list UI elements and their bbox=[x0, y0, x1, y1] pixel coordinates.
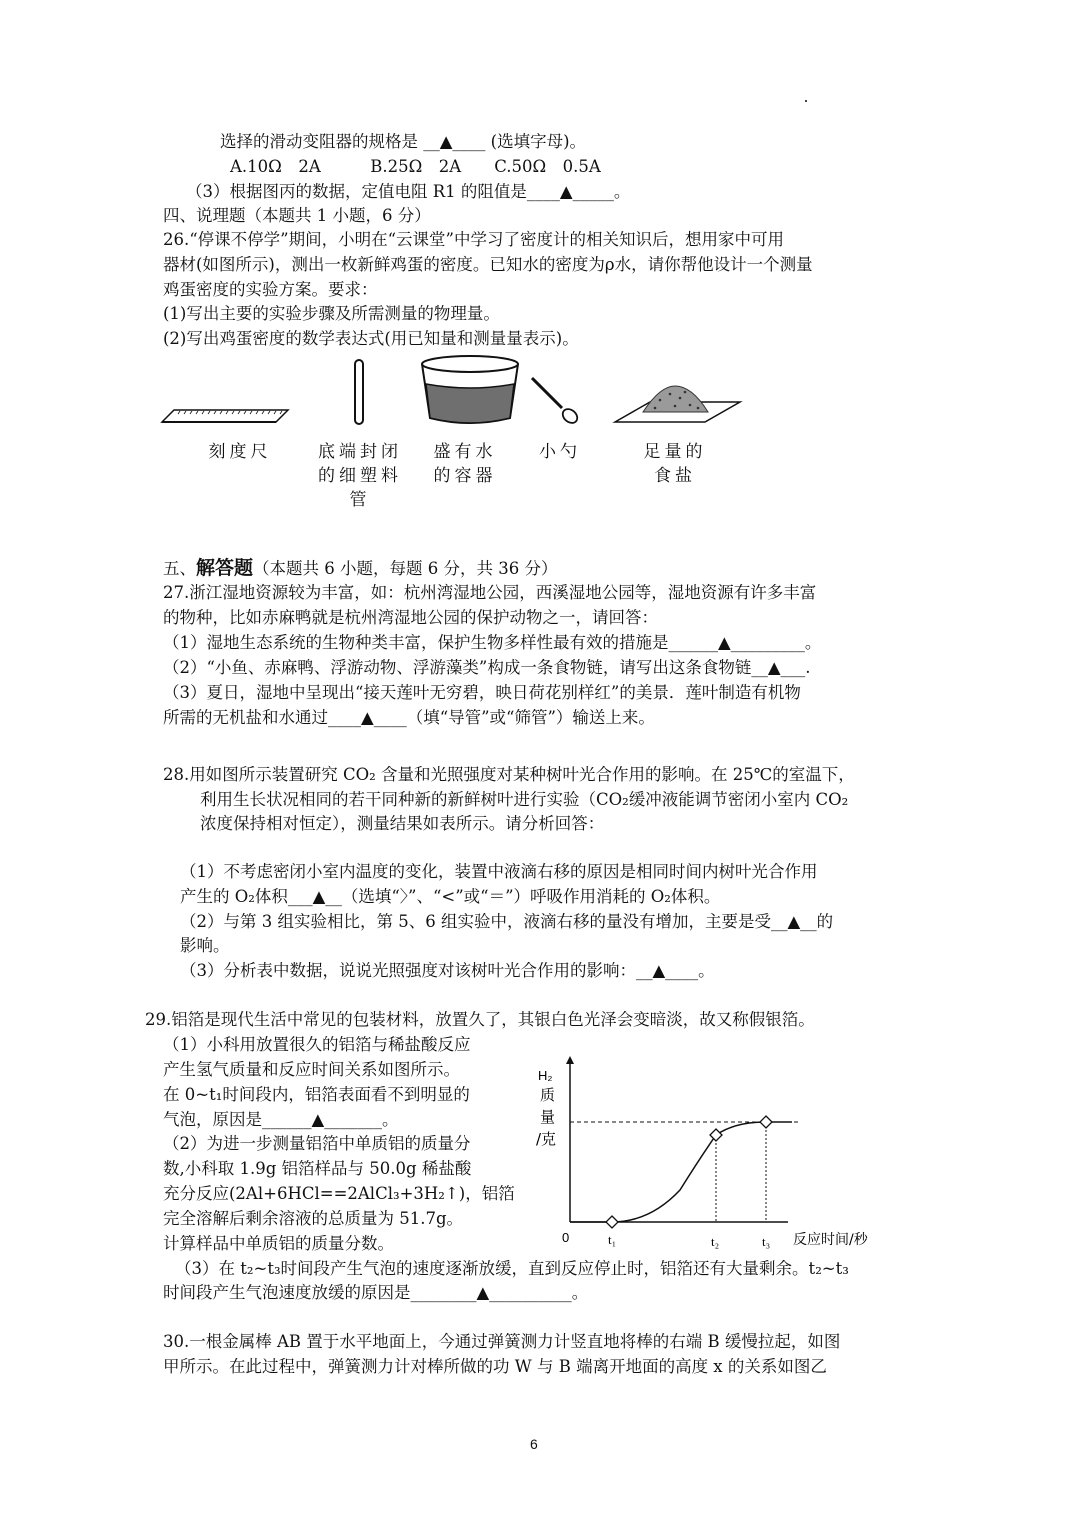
y-label-h2: H₂ bbox=[538, 1068, 553, 1083]
tick-t3: t₃ bbox=[762, 1234, 771, 1249]
t2-marker bbox=[710, 1129, 722, 1141]
q29-h2-graph bbox=[530, 1050, 890, 1250]
q27-line: 27.浙江湿地资源较为丰富，如：杭州湾湿地公园，西溪湿地公园等，湿地资源有许多丰富 bbox=[163, 583, 817, 602]
q28-line: 浓度保持相对恒定），测量结果如表所示。请分析回答： bbox=[200, 814, 605, 833]
container-icon bbox=[422, 356, 518, 423]
q28-line: 利用生长状况相同的若干同种新的新鲜树叶进行实验（CO₂缓冲液能调节密闭小室内 CO₂ bbox=[200, 790, 849, 809]
q25-line1: 选择的滑动变阻器的规格是 __▲____ (选填字母)。 bbox=[220, 132, 587, 151]
q26-line: (2)写出鸡蛋密度的数学表达式(用已知量和测量量表示)。 bbox=[163, 329, 579, 348]
ruler-label: 刻度尺 bbox=[208, 442, 272, 462]
q29-left-line: 数,小科取 1.9g 铝箔样品与 50.0g 稀盐酸 bbox=[163, 1159, 472, 1178]
q29-left-line: 计算样品中单质铝的质量分数。 bbox=[163, 1234, 394, 1253]
q28-line: （1）不考虑密闭小室内温度的变化，装置中液滴右移的原因是相同时间内树叶光合作用 bbox=[180, 862, 818, 881]
q28-line: 28.用如图所示装置研究 CO₂ 含量和光照强度对某种树叶光合作用的影响。在 25℃的室温下， bbox=[163, 765, 855, 784]
q26-line: 器材(如图所示)，测出一枚新鲜鸡蛋的密度。已知水的密度为ρ水，请你帮他设计一个测量 bbox=[163, 255, 813, 274]
tick-t2: t₂ bbox=[711, 1234, 720, 1249]
q29-left-line: （2）为进一步测量铝箔中单质铝的质量分 bbox=[163, 1134, 471, 1153]
q27-line: 所需的无机盐和水通过____▲____（填“导管”或“筛管”）输送上来。 bbox=[163, 708, 655, 727]
q28-line: （2）与第 3 组实验相比，第 5、6 组实验中，液滴右移的量没有增加，主要是受__▲__的 bbox=[180, 912, 834, 931]
section4-heading: 四、说理题（本题共 1 小题，6 分） bbox=[163, 206, 431, 225]
spoon-icon bbox=[532, 378, 580, 426]
x-label: 反应时间/秒 bbox=[793, 1232, 868, 1248]
q29-left-line: 气泡，原因是______▲_______。 bbox=[163, 1110, 399, 1129]
page-number: 6 bbox=[530, 1436, 538, 1452]
q29-left-line: 充分反应(2Al+6HCl==2AlCl₃+3H₂↑)，铝箔 bbox=[163, 1184, 515, 1203]
q26-line: (1)写出主要的实验步骤及所需测量的物理量。 bbox=[163, 304, 500, 323]
q27-line: 的物种，比如赤麻鸭就是杭州湾湿地公园的保护动物之一，请回答： bbox=[163, 608, 658, 627]
container-label: 盛有水 的容器 bbox=[433, 442, 497, 486]
q29-left-line: （1）小科用放置很久的铝箔与稀盐酸反应 bbox=[163, 1035, 471, 1054]
stray-dot bbox=[805, 100, 807, 102]
q29-part3-line1: （3）在 t₂~t₃时间段产生气泡的速度逐渐放缓，直到反应停止时，铝箔还有大量剩余。t₂~t₃ bbox=[175, 1259, 849, 1278]
q30-line: 30.一根金属棒 AB 置于水平地面上，今通过弹簧测力计竖直地将棒的右端 B 缓慢拉起，如图 bbox=[163, 1332, 841, 1351]
q26-line: 26.“停课不停学”期间，小明在“云课堂”中学习了密度计的相关知识后，想用家中可用 bbox=[163, 230, 784, 249]
q29-intro: 29.铝箔是现代生活中常见的包装材料，放置久了，其银白色光泽会变暗淡，故又称假银箔。 bbox=[145, 1010, 815, 1029]
q28-line: （3）分析表中数据，说说光照强度对该树叶光合作用的影响：__▲____。 bbox=[180, 961, 715, 980]
y-label-ke: /克 bbox=[536, 1130, 557, 1148]
tick-t1: t₁ bbox=[608, 1232, 617, 1247]
q29-part3-line2: 时间段产生气泡速度放缓的原因是________▲__________。 bbox=[163, 1283, 589, 1302]
q28-line: 产生的 O₂体积___▲__（选填“〉”、“<”或“＝”）呼吸作用消耗的 O₂体积。 bbox=[180, 887, 721, 906]
q27-line: （2）“小鱼、赤麻鸭、浮游动物、浮游藻类”构成一条食物链，请写出这条食物链__▲___. bbox=[163, 658, 811, 677]
q25-part3: （3）根据图丙的数据，定值电阻 R1 的阻值是____▲_____。 bbox=[186, 182, 631, 201]
section5-prefix: 五、 bbox=[163, 559, 196, 578]
q29-left-line: 产生氢气质量和反应时间关系如图所示。 bbox=[163, 1060, 460, 1079]
y-label-zhi: 质 bbox=[540, 1086, 556, 1104]
h2-curve bbox=[570, 1122, 792, 1222]
q28-line: 影响。 bbox=[180, 936, 230, 955]
q29-left-line: 在 0~t₁时间段内，铝箔表面看不到明显的 bbox=[163, 1085, 470, 1104]
q30-line: 甲所示。在此过程中，弹簧测力计对棒所做的功 W 与 B 端离开地面的高度 x 的关系如图乙 bbox=[163, 1357, 827, 1376]
section5-rest: （本题共 6 小题，每题 6 分，共 36 分） bbox=[253, 559, 558, 578]
salt-icon bbox=[615, 386, 740, 422]
t3-marker bbox=[760, 1116, 772, 1128]
section5-heading bbox=[163, 556, 557, 581]
q29-left-line: 完全溶解后剩余溶液的总质量为 51.7g。 bbox=[163, 1209, 464, 1228]
q26-line: 鸡蛋密度的实验方案。要求： bbox=[163, 280, 378, 299]
q26-equipment-figure bbox=[160, 350, 750, 440]
ruler-icon bbox=[162, 410, 288, 422]
tube-label: 底端封闭 的细塑料 管 bbox=[318, 442, 402, 510]
origin-label: 0 bbox=[562, 1230, 570, 1245]
t1-marker bbox=[606, 1216, 618, 1228]
q27-line: （1）湿地生态系统的生物种类丰富，保护生物多样性最有效的措施是______▲_________。 bbox=[163, 633, 822, 652]
q25-options: A.10Ω 2A B.25Ω 2A C.50Ω 0.5A bbox=[230, 157, 601, 176]
spoon-label: 小勺 bbox=[539, 442, 581, 462]
q27-line: （3）夏日，湿地中呈现出“接天莲叶无穷碧，映日荷花别样红”的美景．莲叶制造有机物 bbox=[163, 683, 801, 702]
section5-bold: 解答题 bbox=[196, 557, 254, 579]
tube-icon bbox=[355, 360, 363, 424]
salt-label: 足量的 食盐 bbox=[643, 442, 707, 486]
y-label-liang: 量 bbox=[540, 1108, 556, 1126]
